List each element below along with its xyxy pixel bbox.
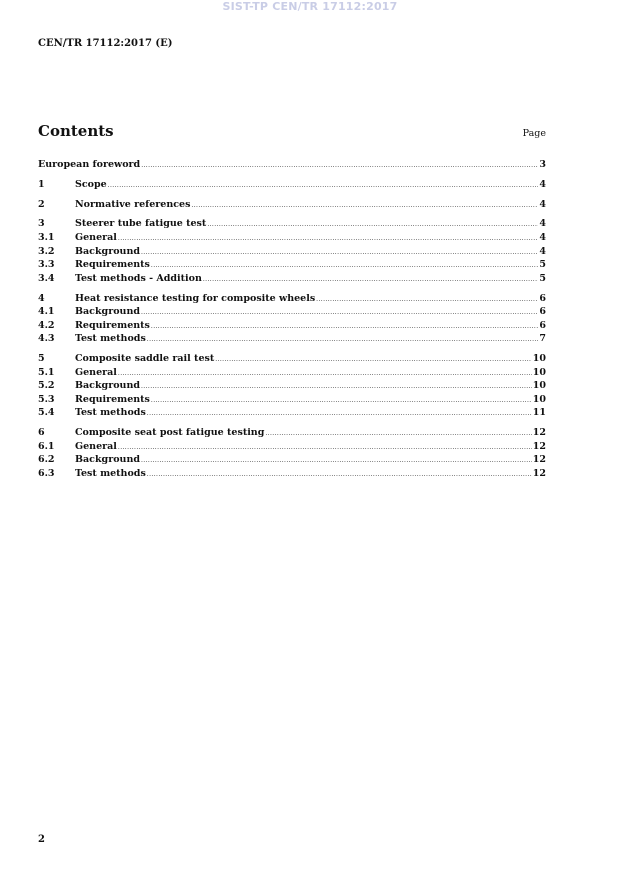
toc-entry-number: 5.3 <box>38 393 55 405</box>
toc-entry-6-2[interactable] <box>38 453 546 467</box>
toc-entry-5[interactable] <box>38 352 546 366</box>
toc-entry-3-3[interactable] <box>38 258 546 272</box>
toc-leader-dots <box>207 218 538 232</box>
toc-entry-title: Test methods <box>75 333 146 345</box>
toc-entry-2[interactable] <box>38 198 546 212</box>
toc-entry-title: Requirements <box>75 259 150 271</box>
toc-entry-number: 1 <box>38 178 45 190</box>
toc-entry-5-1[interactable] <box>38 366 546 380</box>
toc-leader-dots <box>151 394 532 408</box>
toc-entry-page: 12 <box>532 440 546 452</box>
toc-leader-dots <box>108 179 539 193</box>
toc-leader-dots <box>141 306 538 320</box>
toc-entry-number: 5 <box>38 353 45 365</box>
toc-entry-number: 4.2 <box>38 319 55 331</box>
toc-entry-number: 5.4 <box>38 407 55 419</box>
toc-entry-number: 4 <box>38 292 45 304</box>
toc-leader-dots <box>147 333 539 347</box>
toc-entry-number: 2 <box>38 198 45 210</box>
toc-entry-title: Background <box>75 454 140 466</box>
toc-entry-page: 4 <box>539 218 546 230</box>
toc-leader-dots <box>215 353 532 367</box>
toc-entry-page: 12 <box>532 454 546 466</box>
toc-entry-page: 4 <box>539 245 546 257</box>
toc-entry-title: General <box>75 366 117 378</box>
toc-leader-dots <box>141 246 538 260</box>
toc-entry-4-2[interactable] <box>38 319 546 333</box>
toc-entry-number: 3.2 <box>38 245 55 257</box>
toc-entry-title: Background <box>75 380 140 392</box>
page-number: 2 <box>38 834 45 845</box>
toc-entry-number: 3.1 <box>38 231 55 243</box>
toc-entry-title: Steerer tube fatigue test <box>75 218 207 230</box>
toc-entry-number: 4.1 <box>38 306 55 318</box>
toc-entry-page: 4 <box>539 231 546 243</box>
toc-entry-5-2[interactable] <box>38 379 546 393</box>
toc-entry-page: 12 <box>532 427 546 439</box>
toc-entry-number: 6 <box>38 427 45 439</box>
toc-leader-dots <box>118 441 532 455</box>
toc-entry-number: 4.3 <box>38 333 55 345</box>
toc-entry-4-3[interactable] <box>38 332 546 346</box>
toc-entry-page: 10 <box>532 393 546 405</box>
toc-entry-title: Test methods - Addition <box>75 272 202 284</box>
toc-entry-page: 6 <box>539 306 546 318</box>
toc-entry-page: 10 <box>532 366 546 378</box>
table-of-contents <box>38 158 546 481</box>
toc-entry-number: 5.1 <box>38 366 55 378</box>
toc-leader-dots <box>147 468 532 482</box>
toc-entry-3-2[interactable] <box>38 245 546 259</box>
toc-entry-page: 11 <box>532 407 546 419</box>
toc-entry-title: Composite seat post fatigue testing <box>75 427 265 439</box>
toc-entry-foreword[interactable] <box>38 158 546 172</box>
document-id: CEN/TR 17112:2017 (E) <box>38 38 173 49</box>
toc-entry-page: 5 <box>539 272 546 284</box>
toc-entry-page: 7 <box>539 333 546 345</box>
toc-entry-title: Normative references <box>75 198 191 210</box>
toc-leader-dots <box>141 454 532 468</box>
toc-leader-dots <box>147 407 532 421</box>
toc-entry-number: 6.3 <box>38 468 55 479</box>
toc-leader-dots <box>191 199 538 213</box>
toc-leader-dots <box>118 232 538 246</box>
toc-entry-page: 3 <box>539 159 546 170</box>
toc-entry-5-4[interactable] <box>38 406 546 420</box>
toc-leader-dots <box>203 273 539 287</box>
toc-entry-page: 6 <box>539 292 546 304</box>
toc-entry-page: 4 <box>539 178 546 190</box>
toc-entry-3-4[interactable] <box>38 272 546 286</box>
toc-leader-dots <box>151 320 538 334</box>
toc-entry-1[interactable] <box>38 178 546 192</box>
toc-entry-6-1[interactable] <box>38 440 546 454</box>
toc-entry-title: Requirements <box>75 319 150 331</box>
toc-entry-title: Test methods <box>75 407 146 419</box>
toc-leader-dots <box>141 380 532 394</box>
toc-leader-dots <box>316 293 538 307</box>
toc-entry-title: Composite saddle rail test <box>75 353 215 365</box>
toc-entry-3[interactable] <box>38 217 546 231</box>
toc-entry-number: 3.4 <box>38 272 55 284</box>
toc-entry-4[interactable] <box>38 292 546 306</box>
toc-entry-title: General <box>75 231 117 243</box>
toc-entry-number: 6.1 <box>38 440 55 452</box>
toc-entry-6-3[interactable] <box>38 467 546 481</box>
page-column-label: Page <box>522 128 546 139</box>
toc-leader-dots <box>118 367 532 381</box>
toc-entry-page: 5 <box>539 259 546 271</box>
toc-entry-4-1[interactable] <box>38 305 546 319</box>
toc-entry-number: 6.2 <box>38 454 55 466</box>
contents-title: Contents <box>38 122 114 140</box>
toc-entry-6[interactable] <box>38 426 546 440</box>
toc-entry-title: European foreword <box>38 159 141 170</box>
toc-entry-3-1[interactable] <box>38 231 546 245</box>
toc-entry-page: 4 <box>539 198 546 210</box>
toc-entry-title: Background <box>75 245 140 257</box>
toc-entry-page: 10 <box>532 380 546 392</box>
watermark: SIST-TP CEN/TR 17112:2017 <box>222 0 398 13</box>
toc-leader-dots <box>265 427 531 441</box>
toc-entry-number: 3 <box>38 218 45 230</box>
toc-entry-page: 12 <box>532 468 546 479</box>
toc-entry-title: Requirements <box>75 393 150 405</box>
toc-entry-title: General <box>75 440 117 452</box>
toc-entry-title: Scope <box>75 178 107 190</box>
toc-entry-page: 10 <box>532 353 546 365</box>
toc-entry-number: 5.2 <box>38 380 55 392</box>
toc-leader-dots <box>141 159 538 173</box>
toc-leader-dots <box>151 259 538 273</box>
toc-entry-title: Heat resistance testing for composite wheels <box>75 292 316 304</box>
toc-entry-5-3[interactable] <box>38 393 546 407</box>
toc-entry-page: 6 <box>539 319 546 331</box>
toc-entry-title: Background <box>75 306 140 318</box>
toc-entry-title: Test methods <box>75 468 146 479</box>
toc-entry-number: 3.3 <box>38 259 55 271</box>
